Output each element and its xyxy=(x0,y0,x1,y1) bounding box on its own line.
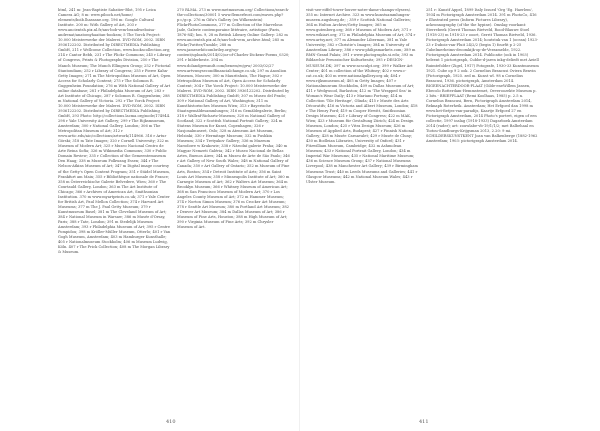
credits-text: visit-see-eiffel-tower-louvre-notre-dame-champs-elysees/. 355 m: Internet Archive. 323 m www.kunstsammlungen-museen.augsburg.de; ; 359 r Scottish National Galleries; 364 m Hulton Archive/Getty Images; 365 m www.gutenberg.org; 368 r Museum of Modern Art; 371 r www.wikiart.org; 372 m Philadelphia Museum of Art; 374 r www.artsy.net; 377 m Alexander Liberman, 381 m Yale University; 382 r Christie's Images; 384 m University of Amsterdam Library; 386 r www.philipsmarkets.com; 389 m RMN-Grand Palais; 391 r www.photographs.si.edu; 393 m Bildarchiv Preussischer Kulturbesitz; 395 r DESIGN-MUSEUM.DK; 397 m www.ncsculpt.org; 399 r Walker Art Center; 401 m collection of the Whitney; 402 r www.c-cat.co.uk; 403 m www.nationalgallery.org.uk; 404 r www.rijksmuseum.nl; 405 m Getty Images; 407 r Nationalmuseum Stockholm, 409 m Dallas Museum of Art; 411 r Wedgwood, Barlaston; 412 m 'The Wrapped Sea' in Woman's Wear Daily; 413 r Mariano Fortuny; 414 m Collection 'Tile Heritage', Olinda; 415 r Musée des Arts Décoratifs; 416 m Victoria and Albert Museum, London; 418 r The Henry Ford; 419 m Cooper Hewitt, Smithsonian Design Museum; 421 r Library of Congress; 422 m MAK, Wien; 423 r Museum für Gestaltung Zürich; 424 m Design Museum, London; 425 r Vitra Design Museum; 426 m Museum of Applied Arts, Budapest; 427 r Finnish National Gallery; 428 m Musée Carnavalet; 429 r Musée de Cluny; 430 m Bodleian Libraries, University of Oxford; 431 r Fitzwilliam Museum, Cambridge; 432 m Ashmolean Museum; 433 r National Portrait Gallery, London; 434 m Imperial War Museums; 435 r National Maritime Museum; 436 m Science Museum Group; 437 r National Museums Liverpool; 438 m Manchester Art Gallery; 439 r Birmingham Museums Trust; 440 m Leeds Museums and Galleries; 441 r Glasgow Museums; 442 m National Museum Wales; 443 r Ulster Museum. xyxy=(306,8,418,184)
credits-text: 270 RLMA. 273 m www.metmuseum.org/ Collections/search-the-collections/30001 5 www.flemerfrost.com/waves.php?p=/g=p. 276 m Gifu's Gallery (ex Wilkenstein) FlickrPhotoCommons, 277 m Collection of the Marvelous Jade, Galerie contemporaine littéraire, artistique (Paris, 1876-84); hm. 9, 28 m British Library Online Gallery: 282 m www.ancientsh.pix.nl.fr/ans-bob-vem_archive.html; 285 m Flickr/Twitter/Tumblr; 288 m www.jameswhitcombriley.org/wp-content/uploads/2014/02/oz-of-Charles-Dickens-Poems_0320; 291 r bilderbeste. 294 m www.dolandgewandt.com/benem/w/grw/ 2003/02/27 www.artvsmysecondfinancialchange.co.uk; 297 m Anoulion Museum, Moscow; 300 m Mauritshuis, The Hague; 302 r Metropolitan Museum of Art, Open Access for Scholarly Content; 304 r The Yorck Project: 10.000 Meisterwerke der Malerei. DVD-ROM, 2002. ISBN 3936122202. Distributed by DIRECTMEDIA Publishing GmbH; 307 m Museo del Prado; 309 r National Gallery of Art, Washington; 311 m Kunsthistorisches Museum Wien; 313 r Bayerische Staatsgemäldesammlungen; 316 m Gemäldegalerie, Berlin; 318 r Wallraf-Richartz-Museum; 320 m National Gallery of Scotland; 322 r Scottish National Portrait Gallery; 324 m Statens Museum for Kunst, Copenhagen; 326 r Nasjonalmuseet, Oslo; 328 m Ateneum Art Museum, Helsinki; 330 r Hermitage Museum; 332 m Pushkin Museum; 334 r Tretyakov Gallery; 336 m Muzeum Narodowe w Krakowie; 338 r Národní galerie Praha; 340 m Magyar Nemzeti Galéria; 342 r Museo Nacional de Bellas Artes, Buenos Aires; 344 m Museu de Arte de São Paulo; 346 r Art Gallery of New South Wales; 348 m National Gallery of Canada; 350 r Art Gallery of Ontario; 352 m Museum of Fine Arts, Boston; 354 r Detroit Institute of Arts; 356 m Saint Louis Art Museum; 358 r Minneapolis Institute of Art; 360 m Carnegie Museum of Art; 362 r Walters Art Museum; 364 m Brooklyn Museum; 366 r Whitney Museum of American Art; 368 m San Francisco Museum of Modern Art; 370 r Los Angeles County Museum of Art; 372 m Hammer Museum; 374 r Norton Simon Museum; 376 m Crocker Art Museum; 378 r Seattle Art Museum; 380 m Portland Art Museum; 382 r Denver Art Museum; 384 m Dallas Museum of Art; 386 r Museum of Fine Arts, Houston; 388 m High Museum of Art; 390 r Virginia Museum of Fine Arts; 392 m Chrysler Museum of Art. xyxy=(177,8,290,230)
left-page-column-2 xyxy=(177,8,290,403)
left-page-number: 410 xyxy=(166,419,176,425)
credits-text: html, 241 m: Jean-Baptiste Sabatier-Blot, 195 r Leica Camera AG; 8 m: www.piboch.net/home/ elements/boib.lhassane.org. 196 m: Google Cultural Institute. 200 m: With Gallery of Art, 203 r www.ancientsh.pix.nl.fr/ans-bob-vem-brandiweboisa-andrenat/anatomyhaaitan-booksm; 5 The Yorck Project: 10.000 Meisterwerke der Malerei. DVD-ROM, 2002. ISBN 3936122202. Distributed by DIRECTMEDIA Publishing GmbH, 211 r Wellcome Collection, www.bookscollection.org; 214 r Cantor Bebb, 231 r The Flickr Commons; 245 r Library of Congress, Prints & Photographs Division, 250 r The Manch Museum; The Munch Ellingsen Group; 252 r Pictorial Stantondiam; 252 r Library of Congress; 255 r Pierre Kahn-Getty Images; 271 m The Metropolitan Museum of Art, Open Access for Scholarly Content; 275 r The Solomon R. Guggenheim Foundation; 276 m With National Gallery of Art online database; 281 r Philadelphia Museum of Art; 283 r Art Institute of Chicago, 287 r Solomon R. Guggenheim; 288 m National Gallery of Victoria. 292 r The Yorck Project: 10.000 Meisterwerke der Malerei. DVD-ROM, 2002. ISBN 3936122202. Distributed by DIRECTMEDIA Publishing GmbH, 293 Photo: http://collections.lacma.org/node/174944. 298 r Yale University Art Gallery; 299 r The Rijksmuseum, Amsterdam; 300 r National Gallery, London; 306 m The Metropolitan Museum of Art; 312 r www.artic.edu/aic/collections/artwork/114966. 316 r Artur Görski; 318 m Tate Images; 320 r Cornell University; 322 m Museum of Modern Art; 325 r Museo Nacional Centro de Arte Reina Sofía; 326 m Wikimedia Commons; 330 r Public Domain Review; 335 r Collection of the Gemeentemuseum Den Haag; 338 m Museum Folkwang Essen; 344 r The Nelson-Atkins Museum of Art; 347 m Digital image courtesy of the Getty's Open Content Program; 351 r Städel Museum, Frankfurt am Main; 355 r Bibliothèque nationale de France; 358 m Österreichische Galerie Belvedere, Wien; 360 r The Courtauld Gallery, London; 363 m The Art Institute of Chicago; 366 r Archives of American Art, Smithsonian Institution. 370 m www.myartprints.co.uk; 371 r Yale Center for British Art, Paul Mellon Collection; 374 r Harvard Art Museums; 377 m The J. Paul Getty Museum; 379 r Kunstmuseum Basel; 381 m The Cleveland Museum of Art; 384 r National Museum in Warsaw; 386 m Musée d'Orsay, Paris; 388 r Tate, London; 391 m Stedelijk Museum Amsterdam; 393 r Philadelphia Museum of Art; 395 r Centre Pompidou; 398 m Kröller-Müller Museum, Otterlo; 401 r Van Gogh Museum, Amsterdam; 403 m Hamburger Kunsthalle; 405 r Nationalmuseum Stockholm; 406 m Museum Ludwig, Köln. 407 r The Frick Collection; 408 m The Morgan Library & Museum. xyxy=(58,8,171,255)
right-page-column-2 xyxy=(426,8,539,168)
credits-text: 251 r: Kunstf Appel, 1899 Italy Issued 'Org 'Eg. Haerlem', 1934 m Pictorigraph Amsterdam 2014. 391 m PhotoCo, 416 r Illustrated press (Inform Pictures Library), ackronnography (of the the hypine). Omslag voorkant: Sterrebeek (Gerrit Thomas Rietveld, Rood-Blauwe Stoel (1918-23) m 1918-23 r ooort, Gerrit Thomas Rietveld, 1936. Pictorigraph Amsterdam 2014; houtstuk van 1 (ocean) 1923-23 r Dubois-van-Fluit 24/2/2 (begin 1) fourfit p 2-25 Cubelmerheims-droomkijk-op-de-Verzamelde, 1922. Pictorigraph Amsterdam 2014. Publicatie (ook in 1903) heleent 1 pictorigraph, Cubbe-d-jaren inkg-deliedt met Aeiell Ruimtefolder (Zigel, 1917) Fotografe, 1930-33 Kunstmuseum 1921. Cube op 9 2 ook. 2 Cornelius Brancusi Oviera Benvin (Pictorigraph, 1925. zed m. Kunst wl. 98 n Cornelius Brancusi, 1936. pictorigraph, Amsterdam 2014. BIGEENACHTERDOOR-PLAAT (Gilde-eneWillem Jansen, Ebecolo Rotterdam-Hemmstemet, Oeveroozekte Museum p. 2 bits.- BRIEFPLAAT (Remi Koolhaas, 1985) p. 2.5 n. Cornelius Brancusi, Bern, Pictorigraph Amsterdam 2014, Reknaph Roterheik. Amsterdam; Het Erfgoed dan 1998 m www.het-fietjes-van-paradijs, Kaartje Erfgoed 27 en Pictorigraph Amsterdam, 2014 Photo's portret, eigen of een collectie, 1997 inslag (1918-1933) Dagarboek Amsterdam 2014 (vader); art: zouwlabe-vb-19/1/1/2; met Balbehaal en Tiotou-Sandburgs-Krijgsman 2013, 2.20: 9 mi. SCHILDERSKUNSTKENT Joan van Balkenberge (1882-1962 Amsterdam; 1903: pictorigraph Amsterdam 2014. xyxy=(426,8,539,144)
left-page-column-1 xyxy=(58,8,171,403)
right-page-column-1 xyxy=(306,8,419,403)
right-page-number: 411 xyxy=(419,419,429,425)
page-gutter xyxy=(299,0,300,431)
